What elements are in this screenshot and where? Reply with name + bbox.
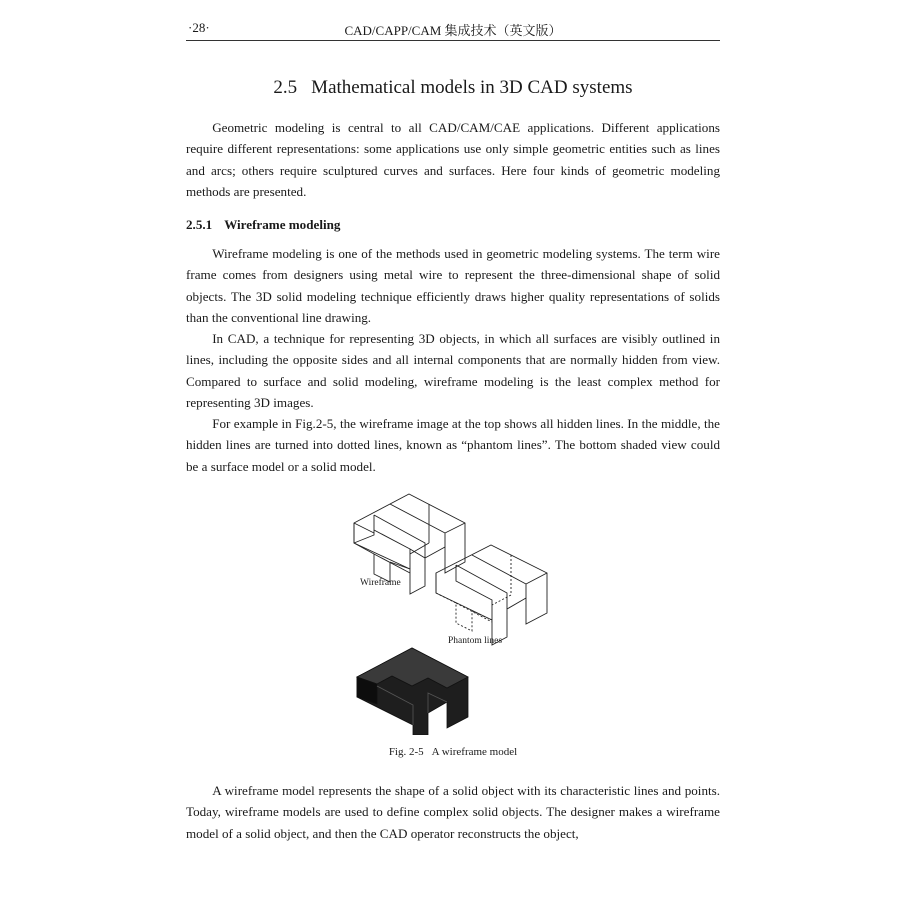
wireframe-label: Wireframe: [360, 578, 401, 588]
page-header: [186, 18, 720, 41]
running-title: CAD/CAPP/CAM 集成技术（英文版）: [344, 23, 562, 38]
intro-paragraph: Geometric modeling is central to all CAD/CAM/CAE applications. Different applications require different representations: some applications use only simple geometric entities such as lines and arcs; others require sculptured curves and surfaces. Here four kinds of geometric modeling methods are presented.: [186, 120, 720, 200]
shaded-solid-drawing: [357, 648, 468, 735]
phantom-lines-drawing: [436, 545, 547, 645]
figure-caption-text: A wireframe model: [431, 746, 518, 758]
section-title: Mathematical models in 3D CAD systems: [311, 77, 633, 98]
paragraph-2: In CAD, a technique for representing 3D objects, in which all surfaces are visibly outlined in lines, including the opposite sides and all internal components that are normally hidden from view. Compared to surface and solid modeling, wireframe modeling is the least complex method for representing 3D images.: [186, 331, 720, 411]
subsection-number: 2.5.1: [186, 217, 213, 232]
closing-paragraph: A wireframe model represents the shape of a solid object with its characteristic lines and points. Today, wireframe models are used to define complex solid objects. The designer makes a wireframe model of a solid object, and then the CAD operator reconstructs the object,: [186, 783, 720, 841]
phantom-lines-label: Phantom lines: [448, 636, 503, 646]
subsection-title: Wireframe modeling: [224, 217, 341, 232]
figure-caption: [186, 746, 720, 758]
figure-wireframe-models: [340, 485, 580, 735]
subsection-heading: [186, 217, 340, 233]
page-number: ·28·: [188, 20, 210, 35]
paragraph-3: For example in Fig.2-5, the wireframe image at the top shows all hidden lines. In the middle, the hidden lines are turned into dotted lines, known as “phantom lines”. The bottom shaded view could be a surface model or a solid model.: [186, 416, 720, 474]
paragraph-1: Wireframe modeling is one of the methods used in geometric modeling systems. The term wire frame comes from designers using metal wire to represent the three-dimensional shape of solid objects. The 3D solid modeling technique efficiently draws higher quality representations of solids than the conventional line drawing.: [186, 246, 720, 326]
section-heading: [186, 77, 720, 99]
section-number: 2.5: [273, 77, 298, 98]
figure-number: Fig. 2-5: [388, 746, 424, 758]
